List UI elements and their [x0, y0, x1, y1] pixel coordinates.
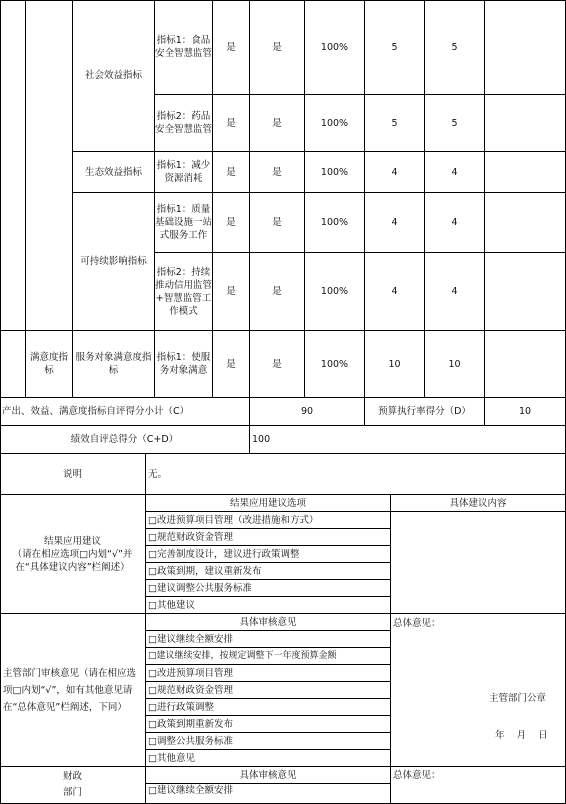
blank-cell: [485, 193, 566, 253]
cell: 4: [425, 152, 485, 193]
result-app-content-header: 具体建议内容: [391, 495, 566, 512]
dept-option[interactable]: □建议继续安排，按规定调整下一年度预算金额: [146, 648, 391, 665]
budget-rate-value: 10: [485, 398, 566, 426]
blank-cell: [485, 253, 566, 331]
finance-option[interactable]: □建议继续全额安排: [146, 784, 391, 804]
dept-date-label: 年 月 日: [495, 730, 548, 741]
cell: 是: [250, 95, 305, 152]
finance-label: [0, 767, 146, 804]
satisfaction-category: 满意度指标: [26, 331, 73, 398]
cell: 是: [250, 152, 305, 193]
blank-cell: [485, 0, 566, 95]
dept-seal-label: 主管部门公章: [489, 693, 547, 704]
dept-option[interactable]: □调整公共服务标准: [146, 733, 391, 750]
cell: 是: [213, 152, 250, 193]
finance-label-text: 财政部门: [62, 771, 82, 798]
cell: 100%: [305, 95, 365, 152]
dept-review-label: 主管部门审核意见（请在相应选项□内划“√”，如有其他意见请在“总体意见”栏阐述，下同）: [0, 614, 146, 767]
cell: 100%: [305, 331, 365, 398]
cell: 5: [425, 95, 485, 152]
result-app-label: 结果应用建议 （请在相应选项□内划“√”并在“具体建议内容”栏阐述）: [0, 495, 146, 614]
indicator-label: 指标1：质量基础设施一站式服务工作: [155, 193, 213, 253]
dept-overall-cell[interactable]: [391, 614, 566, 767]
sustain-impact-label: 可持续影响指标: [73, 193, 155, 331]
cell: 4: [365, 152, 425, 193]
indicator-label: 指标1：食品安全智慧监管: [155, 0, 213, 95]
blank-cell: [0, 0, 26, 331]
result-option[interactable]: □政策到期，建议重新发布: [146, 563, 391, 580]
budget-rate-label: 预算执行率得分（D）: [365, 398, 485, 426]
subtotal-label: 产出、效益、满意度指标自评得分小计（C）: [0, 398, 250, 426]
eco-benefit-label: 生态效益指标: [73, 152, 155, 193]
indicator-label: 指标2：药品安全智慧监管: [155, 95, 213, 152]
cell: 10: [425, 331, 485, 398]
result-option[interactable]: □规范财政资金管理: [146, 529, 391, 546]
cell: 4: [365, 193, 425, 253]
cell: 是: [250, 253, 305, 331]
result-option[interactable]: □完善制度设计，建议进行政策调整: [146, 546, 391, 563]
dept-option[interactable]: □规范财政资金管理: [146, 682, 391, 699]
cell: 100%: [305, 193, 365, 253]
total-value: 100: [250, 426, 566, 454]
cell: 是: [250, 331, 305, 398]
result-app-options-header: 结果应用建议选项: [146, 495, 391, 512]
dept-overall-label: 总体意见：: [393, 618, 441, 629]
cell: 是: [213, 193, 250, 253]
dept-option[interactable]: □建议继续全额安排: [146, 631, 391, 648]
finance-header: 具体审核意见: [146, 767, 391, 784]
subtotal-value: 90: [250, 398, 365, 426]
cell: 100%: [305, 0, 365, 95]
dept-option[interactable]: □政策到期重新发布: [146, 716, 391, 733]
blank-cell: [485, 331, 566, 398]
finance-overall-label[interactable]: 总体意见：: [391, 767, 566, 804]
cell: 5: [365, 0, 425, 95]
indicator-label: 指标1：使服务对象满意: [155, 331, 213, 398]
result-app-content[interactable]: [391, 512, 566, 614]
blank-cell: [485, 152, 566, 193]
satisfaction-label: 服务对象满意度指标: [73, 331, 155, 398]
cell: 4: [425, 253, 485, 331]
blank-cell: [26, 0, 73, 331]
cell: 100%: [305, 152, 365, 193]
cell: 是: [213, 253, 250, 331]
indicator-label: 指标1：减少资源消耗: [155, 152, 213, 193]
total-label: 绩效自评总得分（C+D）: [0, 426, 250, 454]
cell: 4: [425, 193, 485, 253]
blank-cell: [0, 331, 26, 398]
cell: 5: [425, 0, 485, 95]
note-label: 说明: [0, 454, 146, 495]
social-benefit-label: 社会效益指标: [73, 0, 155, 152]
indicator-label: 指标2：持续推动信用监管+智慧监管工作模式: [155, 253, 213, 331]
cell: 是: [250, 0, 305, 95]
dept-option[interactable]: □进行政策调整: [146, 699, 391, 716]
blank-cell: [485, 95, 566, 152]
result-option[interactable]: □改进预算项目管理（改进措施和方式）: [146, 512, 391, 529]
cell: 是: [213, 95, 250, 152]
result-option[interactable]: □其他建议: [146, 597, 391, 614]
cell: 是: [213, 331, 250, 398]
dept-review-header: 具体审核意见: [146, 614, 391, 631]
cell: 5: [365, 95, 425, 152]
cell: 10: [365, 331, 425, 398]
note-value: 无。: [146, 454, 566, 495]
dept-option[interactable]: □其他意见: [146, 750, 391, 767]
cell: 是: [250, 193, 305, 253]
cell: 是: [213, 0, 250, 95]
dept-option[interactable]: □改进预算项目管理: [146, 665, 391, 682]
result-option[interactable]: □建议调整公共服务标准: [146, 580, 391, 597]
cell: 4: [365, 253, 425, 331]
cell: 100%: [305, 253, 365, 331]
